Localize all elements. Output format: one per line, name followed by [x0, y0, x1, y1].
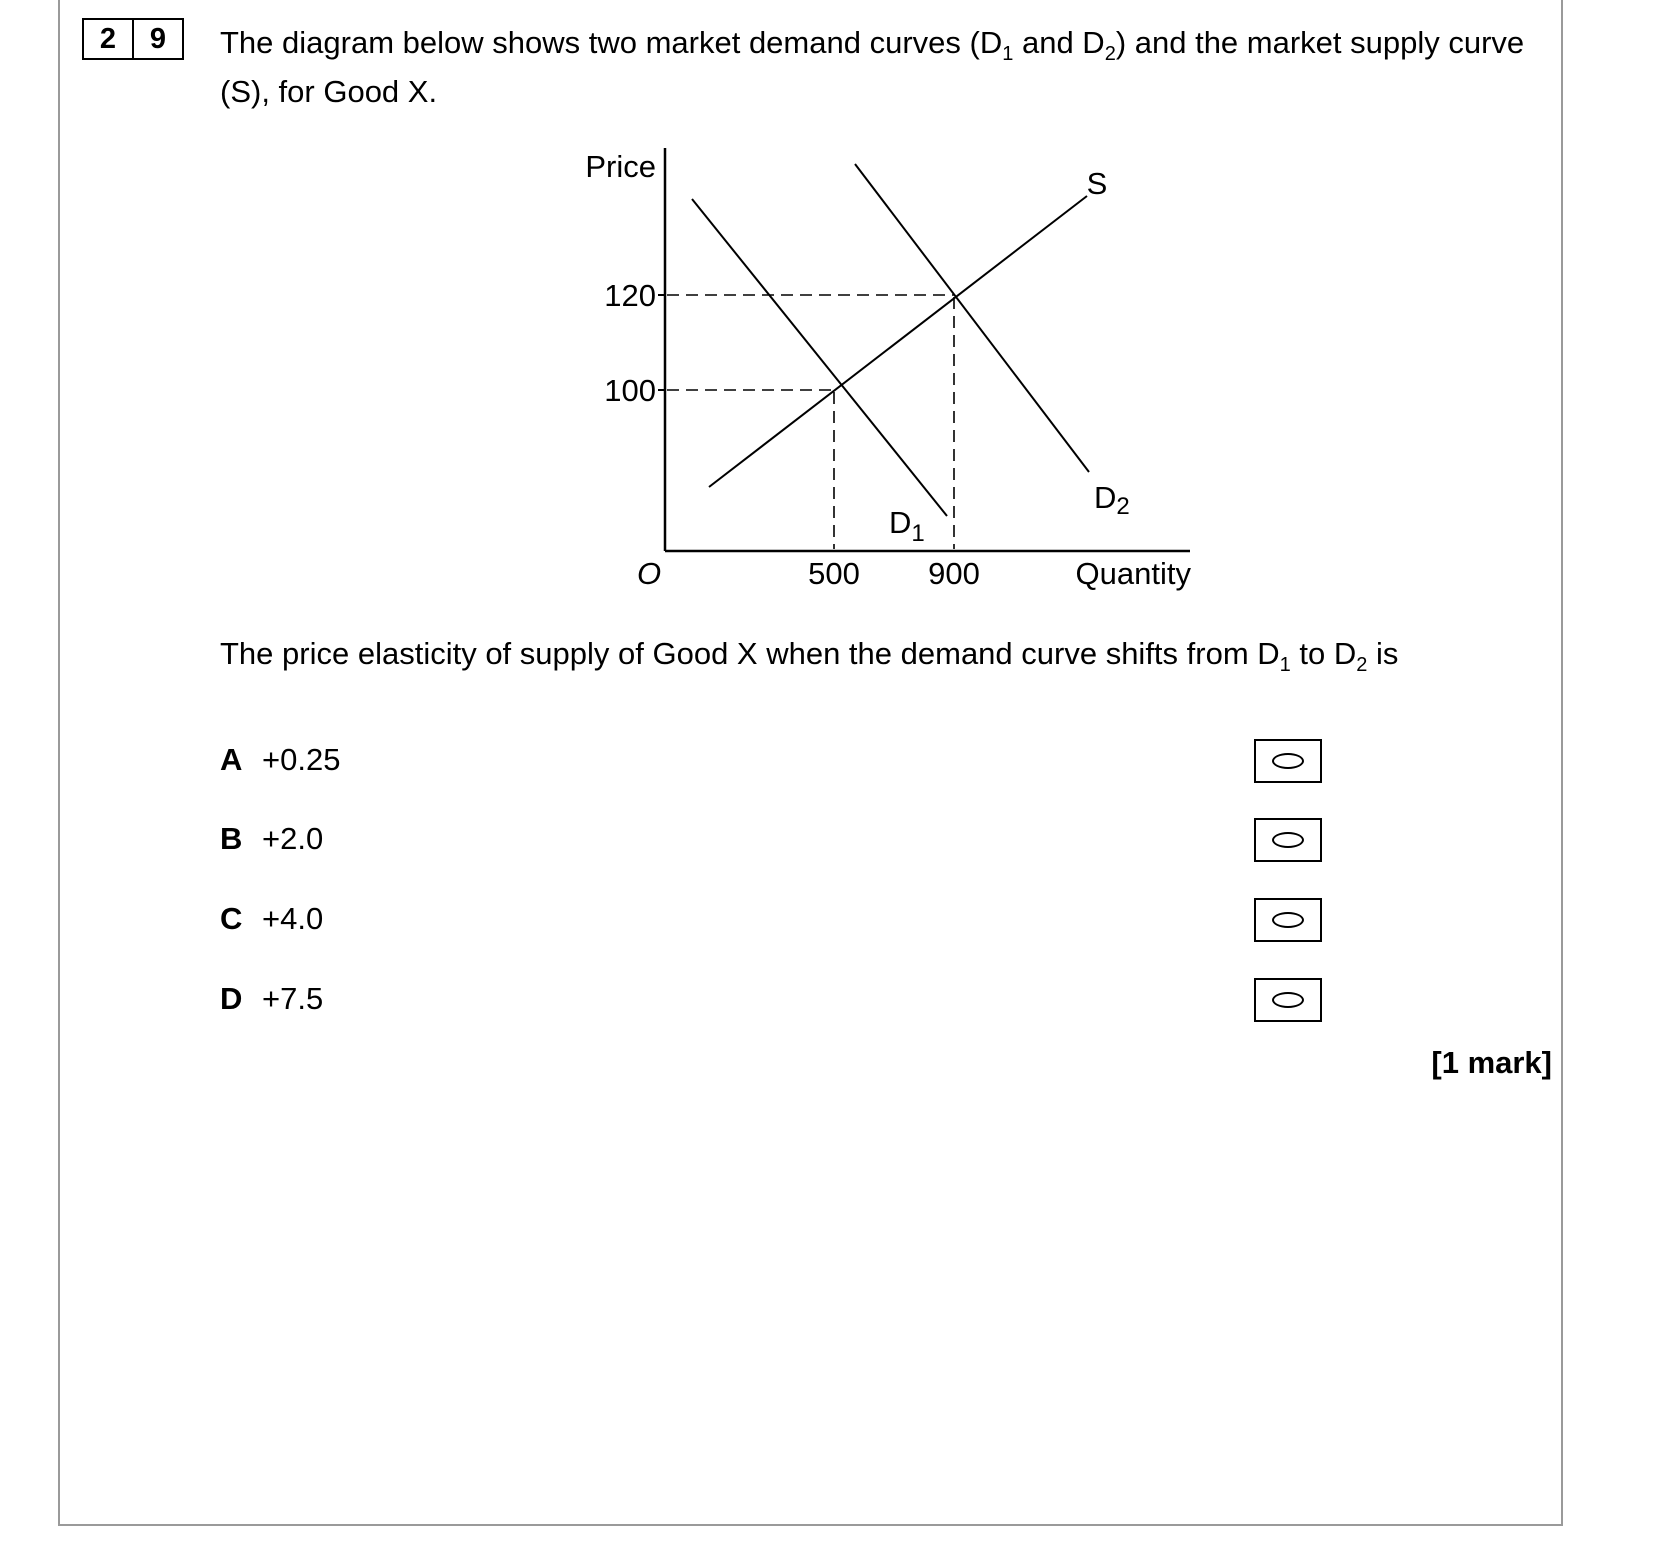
- stem-text-2: and D: [1013, 25, 1105, 60]
- x-axis-label: Quantity: [1075, 556, 1191, 591]
- option-d-value: +7.5: [262, 981, 324, 1016]
- option-a-value: +0.25: [262, 742, 341, 777]
- option-b-answer-box[interactable]: [1254, 818, 1322, 862]
- option-b: [220, 820, 323, 858]
- marks-label: [1 mark]: [1431, 1045, 1552, 1080]
- question-prompt: [220, 635, 1398, 684]
- y-tick-label-120: 120: [604, 278, 656, 313]
- prompt-text-1: The price elasticity of supply of Good X when the demand curve shifts from D: [220, 636, 1280, 671]
- option-a: [220, 741, 340, 779]
- prompt-text-2: to D: [1290, 636, 1357, 671]
- d2-label: [1094, 480, 1130, 520]
- y-tick-label-100: 100: [604, 373, 656, 408]
- x-tick-label-900: 900: [928, 556, 980, 591]
- d1-label-subscript: 1: [911, 520, 925, 547]
- option-a-bubble-icon: [1272, 753, 1304, 769]
- option-c-answer-box[interactable]: [1254, 898, 1322, 942]
- option-b-bubble-icon: [1272, 832, 1304, 848]
- option-d-answer-box[interactable]: [1254, 978, 1322, 1022]
- prompt-subscript-1: 1: [1279, 654, 1291, 677]
- option-a-answer-box[interactable]: [1254, 739, 1322, 783]
- d2-label-main: D: [1094, 480, 1117, 515]
- option-b-letter: B: [220, 821, 243, 856]
- demand-curve-d1: [692, 199, 947, 516]
- option-b-value: +2.0: [262, 821, 324, 856]
- option-c-bubble-icon: [1272, 912, 1304, 928]
- option-c-letter: C: [220, 901, 243, 936]
- supply-curve-label: S: [1086, 166, 1108, 201]
- stem-text-1: The diagram below shows two market demand curves (D: [220, 25, 1003, 60]
- prompt-subscript-2: 2: [1356, 654, 1368, 677]
- x-tick-label-500: 500: [808, 556, 860, 591]
- option-d: [220, 980, 323, 1018]
- question-digit-1: 2: [99, 22, 117, 55]
- d1-label: [889, 505, 925, 547]
- origin-label: O: [636, 556, 662, 591]
- d1-label-main: D: [889, 505, 912, 540]
- option-a-letter: A: [220, 742, 243, 777]
- option-c-value: +4.0: [262, 901, 324, 936]
- d2-label-subscript: 2: [1116, 493, 1130, 520]
- option-d-letter: D: [220, 981, 243, 1016]
- stem-subscript-2: 2: [1104, 43, 1116, 66]
- prompt-text-3: is: [1367, 636, 1399, 671]
- y-axis-label: Price: [585, 149, 656, 184]
- stem-subscript-1: 1: [1002, 43, 1014, 66]
- supply-demand-diagram: [0, 0, 1666, 620]
- option-c: [220, 900, 323, 938]
- question-digit-2: 9: [132, 20, 182, 58]
- supply-curve: [709, 196, 1087, 487]
- stem-text-3: ) and the market supply curve (S), for Good X.: [220, 25, 1525, 110]
- demand-curve-d2: [855, 164, 1089, 472]
- option-d-bubble-icon: [1272, 992, 1304, 1008]
